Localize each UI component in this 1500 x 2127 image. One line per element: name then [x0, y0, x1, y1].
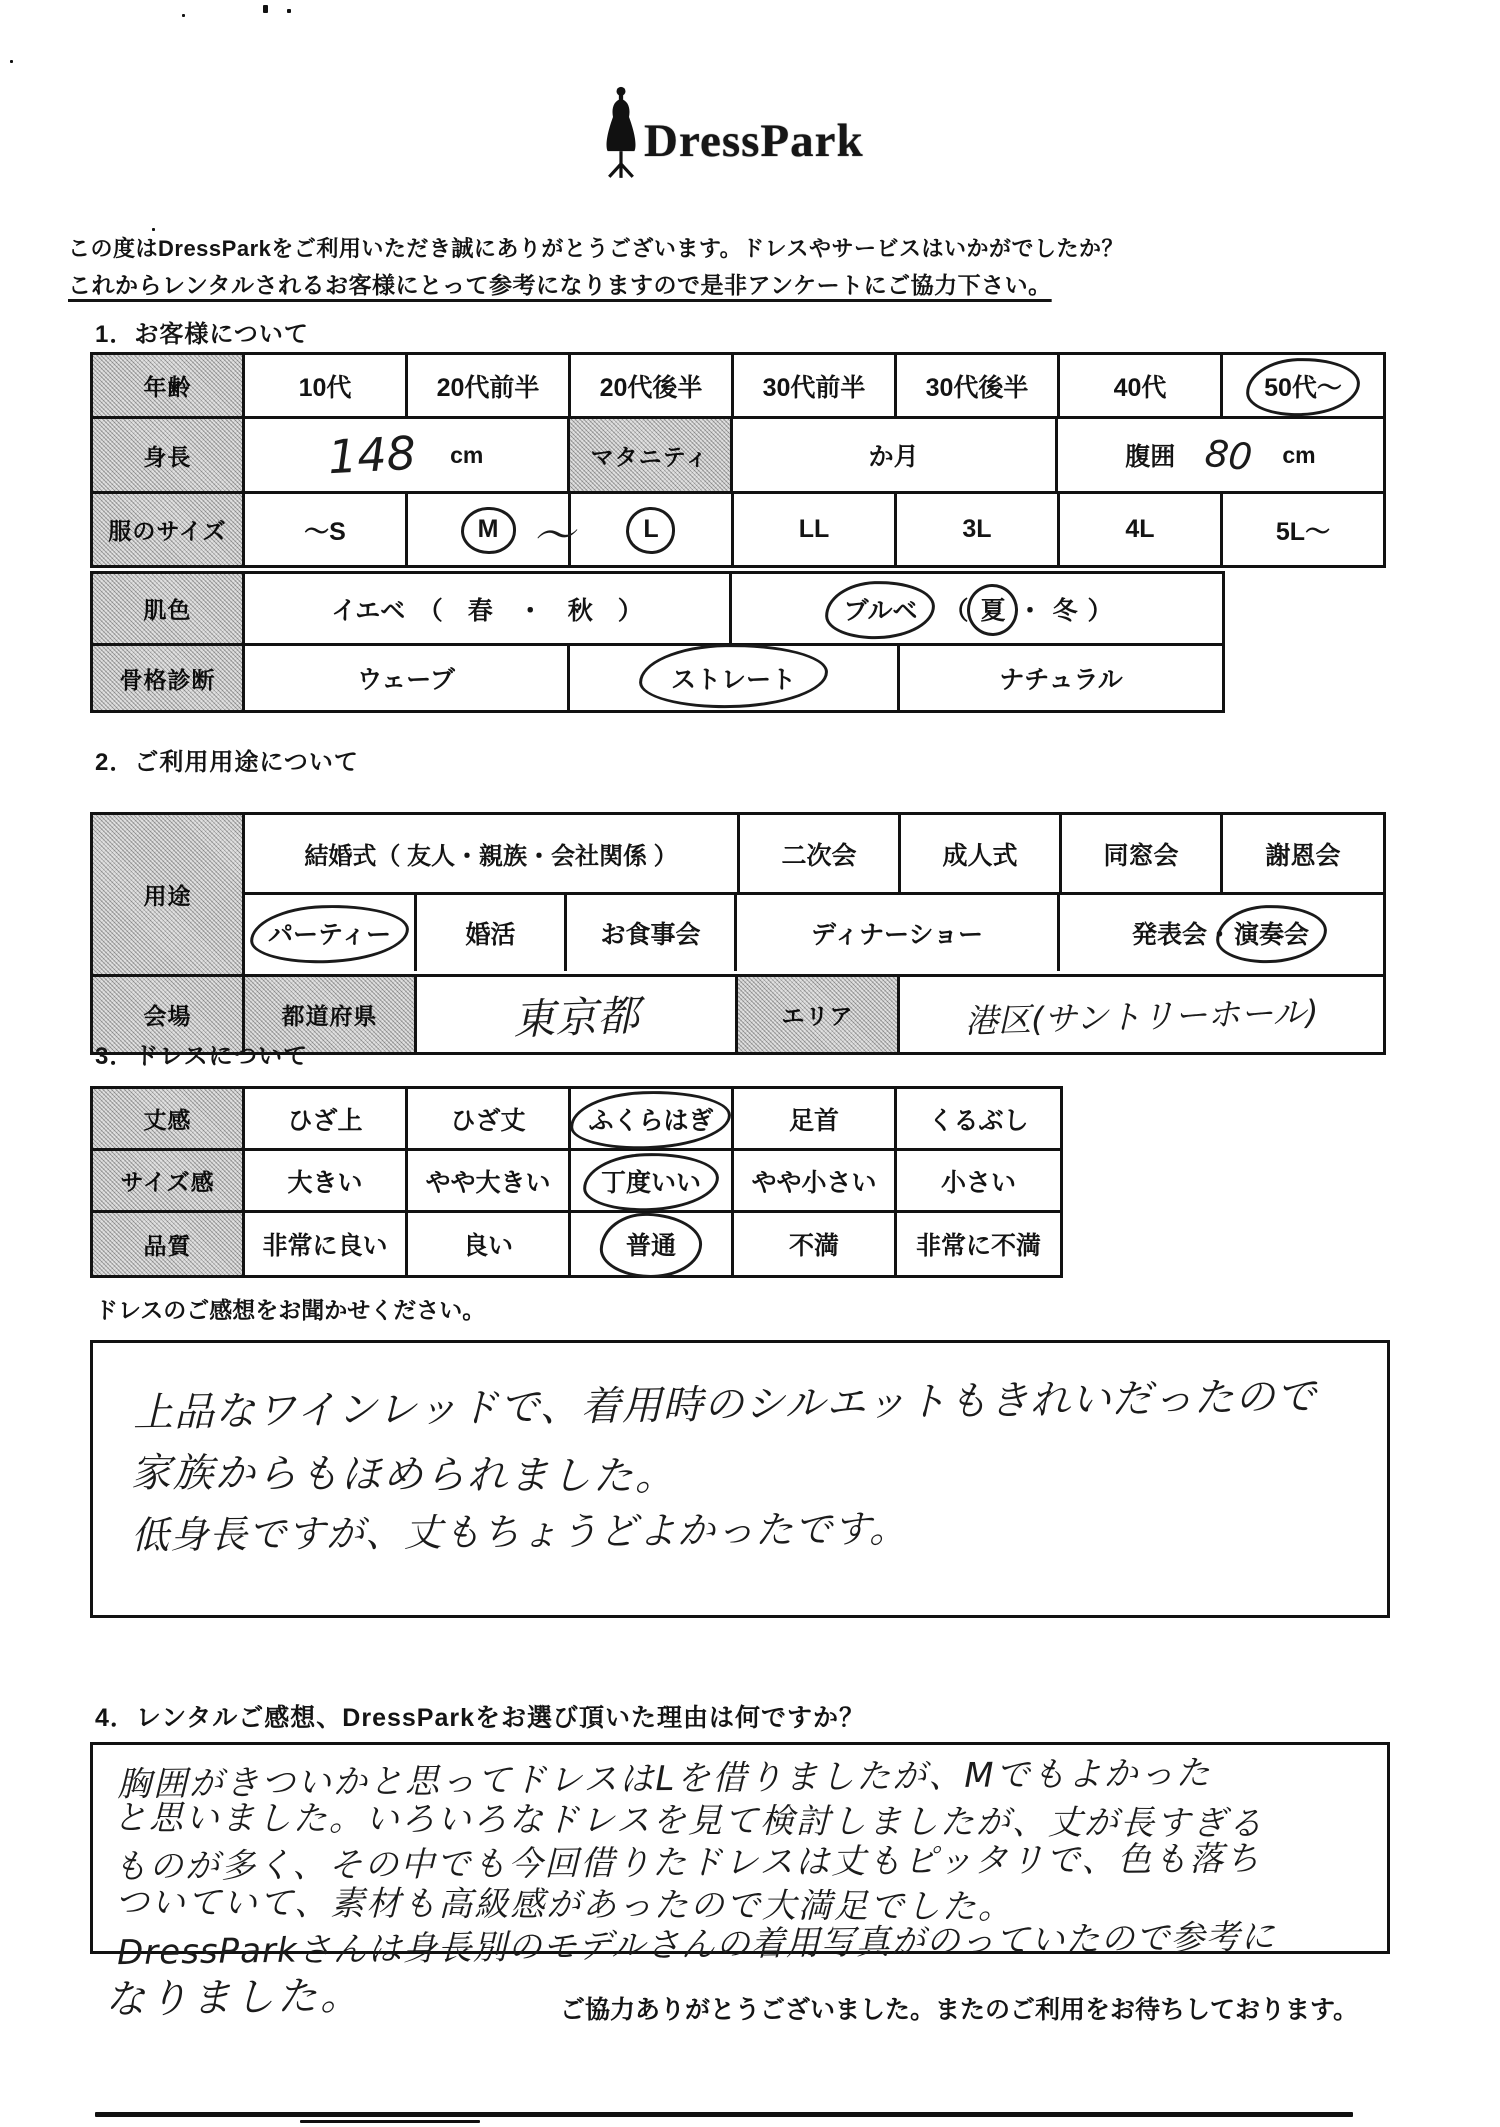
fit-option: 小さい — [940, 1168, 1016, 1197]
height-value-cell — [245, 419, 570, 491]
skeleton-table — [90, 643, 1225, 713]
purpose-option: 二次会 — [740, 815, 901, 892]
intro-request-line: これからレンタルされるお客様にとって参考になりますので是非アンケートにご協力下さい。 — [68, 272, 1052, 298]
handwritten-circle-mark: ブルベ — [841, 591, 919, 627]
length-option: くるぶし — [928, 1106, 1029, 1135]
section4-title: 4．レンタルご感想、DressParkをお選び頂いた理由は何ですか？ — [95, 1704, 865, 1732]
handwritten-circle-mark: 夏 — [978, 591, 1007, 627]
handwritten-circle-mark: ストレート — [669, 660, 798, 696]
bracket-close: ） — [1087, 596, 1113, 625]
dress-feedback-prompt: ドレスのご感想をお聞かせください。 — [95, 1297, 486, 1323]
quality-option: 非常に不満 — [915, 1232, 1041, 1260]
handwritten-text: 港区(サントリーホール) — [964, 992, 1319, 1041]
scan-artifact — [182, 14, 185, 17]
dress-table — [90, 1086, 1063, 1278]
handwritten-circle-mark: L — [643, 515, 659, 543]
purpose-block — [93, 815, 1383, 974]
fit-row — [93, 1151, 1060, 1213]
quality-row — [93, 1213, 1060, 1275]
height-unit: cm — [450, 441, 484, 468]
age-option: 20代後半 — [571, 355, 734, 416]
venue-label: 会場 — [93, 977, 245, 1052]
scan-artifact — [287, 9, 291, 13]
purpose-option: お食事会 — [567, 895, 737, 971]
handwritten-line: ものが多く、その中でも今回借りたドレスは丈もピッタリで、色も落ち — [112, 1838, 1262, 1888]
dress-mannequin-icon — [598, 86, 644, 180]
usage-table — [90, 812, 1386, 1055]
purpose-row-2 — [245, 895, 1383, 971]
quality-option: 非常に良い — [245, 1213, 408, 1275]
quality-option: 不満 — [734, 1213, 897, 1275]
purpose-option: ディナーショー — [737, 895, 1060, 971]
scan-artifact — [300, 2120, 480, 2123]
scan-artifact — [152, 228, 155, 231]
clothing-size-label: 服のサイズ — [93, 494, 245, 565]
size-option: ～S — [245, 494, 408, 565]
skin-tone-table — [90, 571, 1225, 646]
maternity-label: マタニティ — [570, 419, 733, 491]
section1-title: 1．お客様について — [95, 321, 309, 348]
purpose-row-1 — [245, 815, 1383, 895]
size-option: 5L～ — [1275, 517, 1331, 546]
dress-feedback-box — [90, 1340, 1390, 1618]
quality-label: 品質 — [93, 1213, 245, 1275]
waist-handwritten-value: 80 — [1203, 431, 1255, 479]
fit-option: 大きい — [245, 1151, 408, 1210]
length-option-selected — [571, 1089, 734, 1148]
age-label: 年齢 — [93, 355, 245, 416]
skeleton-row — [93, 646, 1222, 710]
purpose-option: 婚活 — [417, 895, 567, 971]
length-option: 足首 — [734, 1089, 897, 1148]
handwritten-circle-mark: ふくらはぎ — [586, 1101, 715, 1137]
section2-title: 2．ご利用用途について — [95, 749, 359, 776]
footer-thanks: ご協力ありがとうございました。またのご利用をお待ちしております。 — [560, 1996, 1359, 2024]
fit-option: やや小さい — [734, 1151, 897, 1210]
handwritten-circle-mark: 演奏会 — [1232, 915, 1311, 951]
maternity-months-cell: か月 — [733, 419, 1058, 491]
area-label: エリア — [738, 977, 900, 1052]
waist-unit: cm — [1282, 441, 1316, 468]
purpose-option: 発表会・ — [1131, 921, 1232, 949]
handwritten-line: 低身長ですが、丈もちょうどよかったです。 — [130, 1506, 909, 1558]
scan-artifact — [10, 60, 13, 63]
size-option: 4L — [1060, 494, 1223, 565]
bracket-open: （ — [943, 596, 969, 625]
age-option: 30代後半 — [897, 355, 1060, 416]
skeleton-option: ナチュラル — [999, 666, 1123, 694]
purpose-option: 謝恩会 — [1265, 841, 1341, 870]
fit-label: サイズ感 — [93, 1151, 245, 1210]
customer-table — [90, 352, 1386, 568]
age-option: 10代 — [245, 355, 408, 416]
length-row — [93, 1089, 1060, 1151]
handwritten-circle-mark: 丁度いい — [599, 1163, 703, 1199]
skeleton-option-selected — [570, 646, 900, 710]
handwritten-circle-mark: M — [477, 515, 499, 543]
handwritten-tail-line: なりました。 — [104, 1972, 364, 2024]
age-option: 20代前半 — [408, 355, 571, 416]
prefecture-label: 都道府県 — [245, 977, 417, 1052]
height-handwritten-value: 148 — [326, 425, 418, 485]
skin-option-blue-base — [732, 574, 1222, 643]
section3-title: 3．ドレスについて — [95, 1043, 309, 1070]
waist-label: 腹囲 — [1125, 443, 1176, 471]
handwritten-circle-mark: 50代～ — [1262, 368, 1344, 404]
area-handwritten-value — [900, 977, 1383, 1052]
fit-option-selected — [571, 1151, 734, 1210]
quality-option: 良い — [408, 1213, 571, 1275]
quality-option-selected — [571, 1213, 734, 1275]
purpose-option-recital-concert — [1060, 895, 1383, 971]
length-label: 丈感 — [93, 1089, 245, 1148]
handwritten-line: 上品なワインレッドで、着用時のシルエットもきれいだったので — [132, 1373, 1318, 1437]
skeleton-label: 骨格診断 — [93, 646, 245, 710]
skin-option-yellow-base: イエベ （ 春 ・ 秋 ） — [245, 574, 732, 643]
prefecture-handwritten-value — [417, 977, 738, 1052]
handwritten-line: ついていて、素材も高級感があったので大満足でした。 — [114, 1882, 1015, 1928]
clothing-size-row — [93, 494, 1383, 565]
skin-tone-label: 肌色 — [93, 574, 245, 643]
handwritten-line: 胸囲がきついかと思ってドレスはLを借りましたが、Mでもよかった — [116, 1753, 1212, 1805]
fit-option: やや大きい — [408, 1151, 571, 1210]
rental-feedback-box — [90, 1742, 1390, 1974]
size-option-selected — [571, 494, 734, 565]
handwritten-range-tilde: ～ — [528, 508, 579, 565]
skin-season-winter: 冬 — [1052, 596, 1078, 625]
height-row — [93, 419, 1383, 494]
handwritten-circle-mark: パーティー — [266, 915, 393, 951]
purpose-option: 同窓会 — [1062, 815, 1223, 892]
age-row — [93, 355, 1383, 419]
age-option: 40代 — [1060, 355, 1223, 416]
handwritten-line: と思いました。いろいろなドレスを見て検討しましたが、丈が長すぎる — [112, 1797, 1265, 1845]
size-option: 3L — [897, 494, 1060, 565]
height-label: 身長 — [93, 419, 245, 491]
purpose-option-selected — [245, 895, 417, 971]
age-option: 30代前半 — [734, 355, 897, 416]
handwritten-line: 家族からもほめられました。 — [130, 1450, 678, 1500]
length-option: ひざ丈 — [408, 1089, 571, 1148]
scan-artifact — [263, 5, 268, 13]
length-option: ひざ上 — [245, 1089, 408, 1148]
purpose-option: 成人式 — [901, 815, 1062, 892]
handwritten-line: DressParkさんは身長別のモデルさんの着用写真がのっていたので参考に — [116, 1916, 1276, 1974]
skin-tone-row — [93, 574, 1222, 643]
size-option: LL — [734, 494, 897, 565]
logo-text: DressPark — [644, 115, 864, 167]
separator-dot: ・ — [1017, 596, 1043, 625]
brand-logo — [598, 84, 864, 180]
scan-artifact-bottom-line — [95, 2112, 1353, 2117]
handwritten-text: 東京都 — [512, 990, 640, 1044]
intro-thanks-line: この度はDressParkをご利用いただき誠にありがとうございます。ドレスやサービスはいかがでしたか？ — [68, 236, 1124, 261]
waist-cell — [1058, 419, 1383, 491]
purpose-label: 用途 — [93, 815, 245, 974]
age-option-selected — [1223, 355, 1383, 416]
skeleton-option: ウェーブ — [245, 646, 570, 710]
purpose-option: 結婚式（ 友人・親族・会社関係 ） — [245, 815, 740, 892]
handwritten-circle-mark: 普通 — [624, 1226, 678, 1262]
